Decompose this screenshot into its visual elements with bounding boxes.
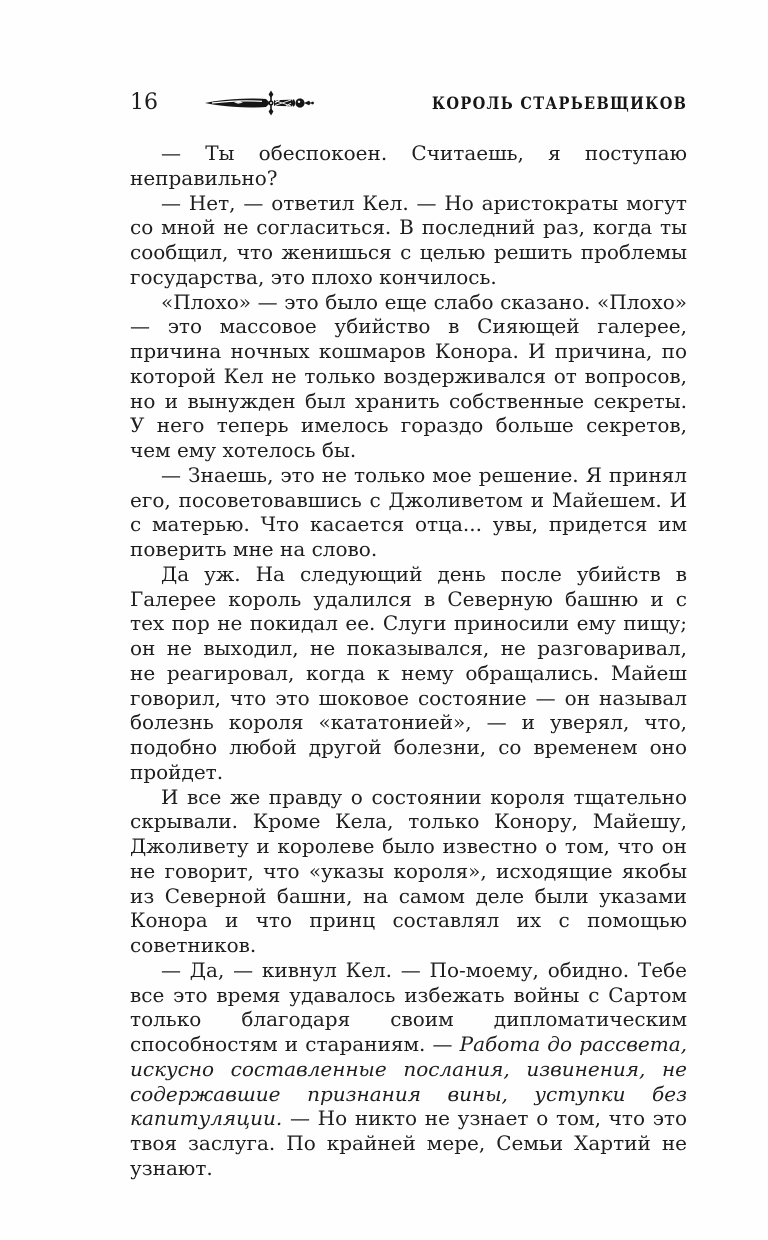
text-run: — Но никто не узнает о том, что это твоя заслуга. По крайней мере, Семьи Хартий не узнают. — [130, 1106, 687, 1180]
italic-text-run: Работа до рассвета, искусно составленные послания, извинения, не содержавшие признания вины, уступки без капитуляции. — [130, 1032, 687, 1131]
text-block — [130, 141, 687, 1181]
text-run: — Нет, — ответил Кел. — Но аристократы могут со мной не согласиться. В последний раз, когда ты сообщил, что женишься с целью решить проблемы государства, это плохо кончилось. — [130, 190, 687, 289]
paragraph — [130, 191, 687, 290]
paragraph — [130, 290, 687, 463]
running-title: КОРОЛЬ СТАРЬЕВЩИКОВ — [431, 93, 687, 113]
text-run: Да уж. На следующий день после убийств в Галерее король удалился в Северную башню и с тех пор не покидал ее. Слуги приносили ему пищу; он не выходил, не показывался, не разговаривал, не реагировал, когда к нему обращались. Майеш говорил, что это шоковое состояние — он называл болезнь короля «кататонией», — и уверял, что, подобно любой другой болезни, со временем оно пройдет. — [130, 561, 687, 784]
text-run: И все же правду о состоянии короля тщательно скрывали. Кроме Кела, только Конору, Майешу, Джоливету и королеве было известно о том, что он не говорит, что «указы короля», исходящие якобы из Северной башни, на самом деле были указами Конора и что принц составлял их с помощью советников. — [130, 784, 687, 957]
page-number: 16 — [130, 90, 158, 115]
text-run: «Плохо» — это было еще слабо сказано. «Плохо» — это массовое убийство в Сияющей галерее, причина ночных кошмаров Конора. И причина, по которой Кел не только воздерживался от вопросов, но и вынужден был хранить собственные секреты. У него теперь имелось гораздо больше секретов, чем ему хотелось бы. — [130, 289, 687, 462]
paragraph — [130, 562, 687, 785]
text-run: — Да, — кивнул Кел. — По-моему, обидно. Тебе все это время удавалось избежать войны с Сартом только благодаря своим дипломатическим способностям и стараниям. — — [130, 957, 687, 1056]
dagger-ornament-icon — [204, 89, 316, 117]
paragraph — [130, 958, 687, 1181]
paragraph — [130, 785, 687, 958]
paragraph — [130, 463, 687, 562]
page-header — [130, 86, 687, 120]
text-run: — Ты обеспокоен. Считаешь, я поступаю неправильно? — [130, 141, 687, 190]
paragraph — [130, 141, 687, 191]
text-run: — Знаешь, это не только мое решение. Я принял его, посоветовавшись с Джоливетом и Майешем. И с матерью. Что касается отца... увы, придется им поверить мне на слово. — [130, 462, 687, 561]
